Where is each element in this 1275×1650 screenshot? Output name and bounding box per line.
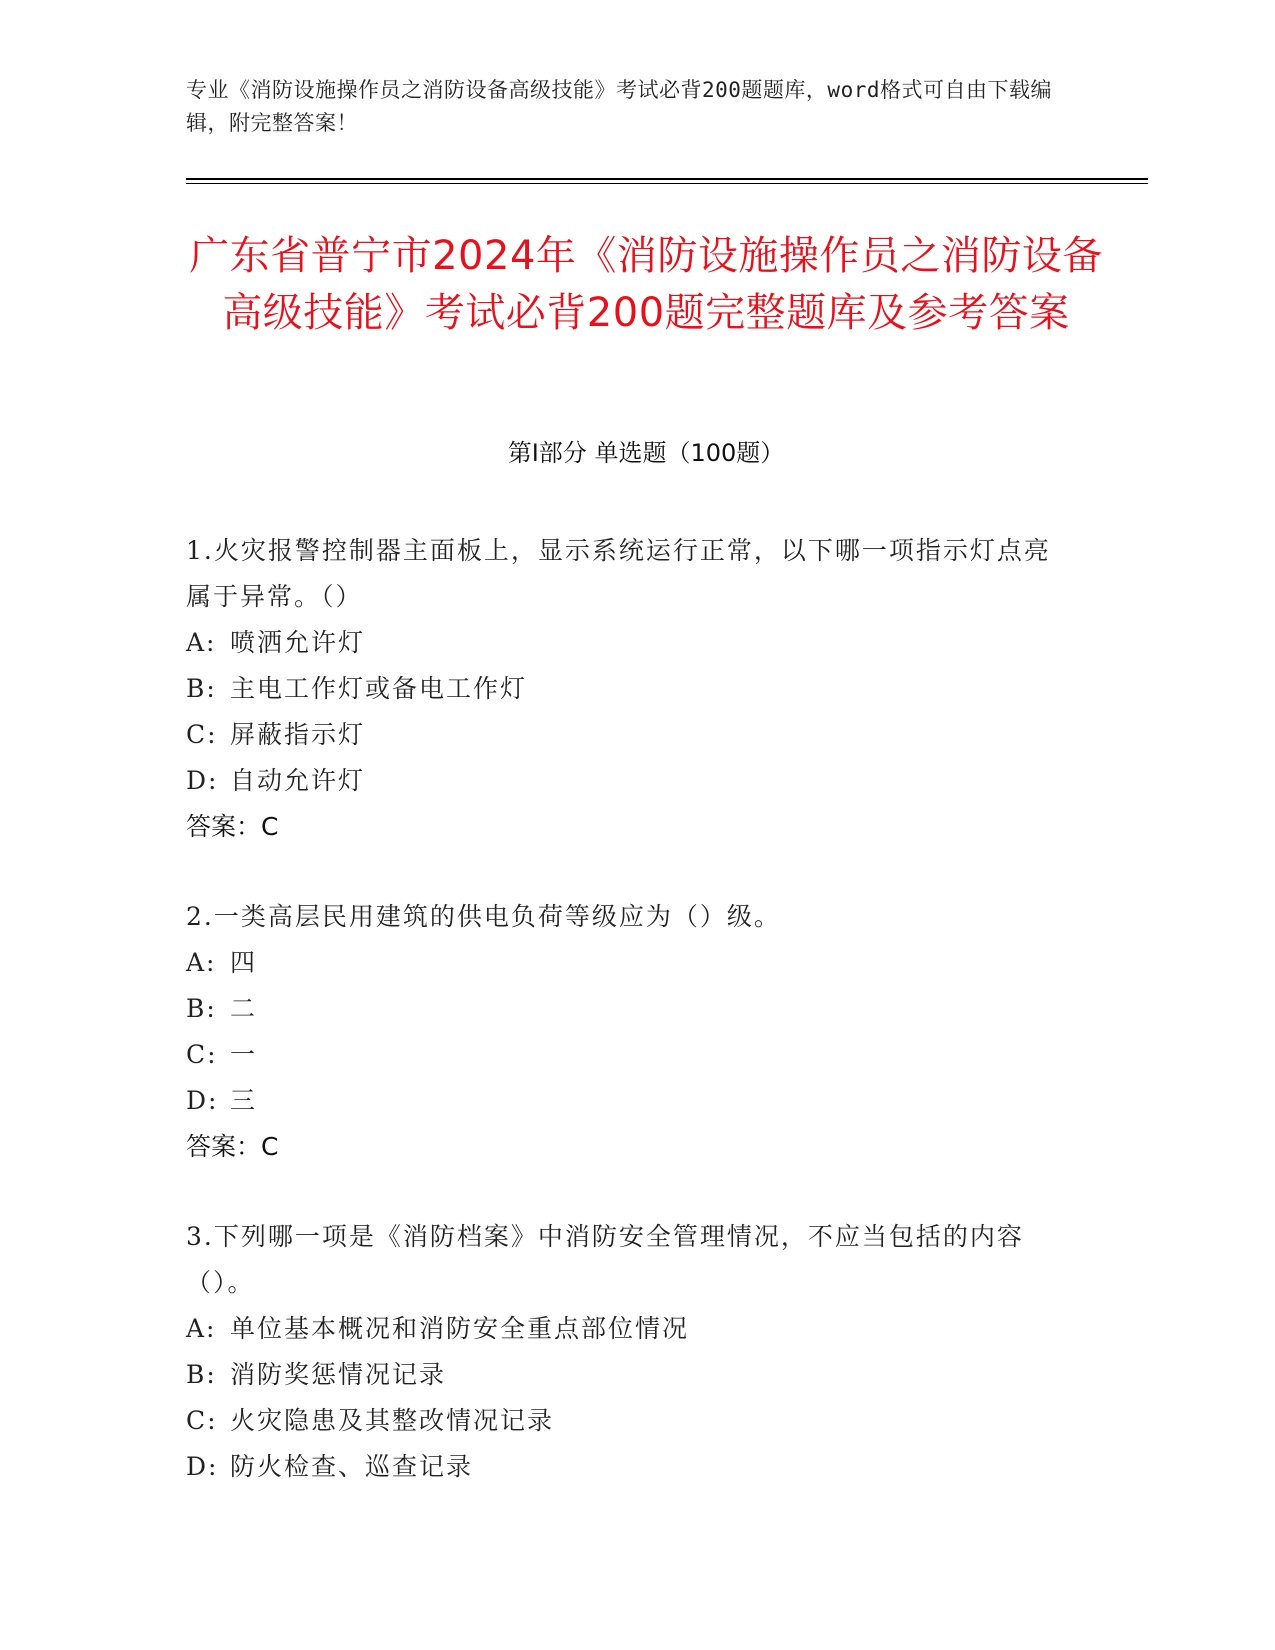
option-key: B:: [186, 674, 217, 703]
option-key: C:: [186, 1040, 218, 1069]
question-item: [186, 1214, 1066, 1490]
option-text: 火灾隐患及其整改情况记录: [230, 1406, 555, 1435]
option-text: 屏蔽指示灯: [230, 720, 366, 749]
question-stem: 2.一类高层民用建筑的供电负荷等级应为（）级。: [186, 902, 781, 931]
answer-line: 答案：C: [186, 812, 279, 841]
option-c: [186, 1032, 1066, 1078]
option-text: 防火检查、巡查记录: [230, 1452, 474, 1481]
option-a: [186, 1306, 1066, 1352]
option-text: 主电工作灯或备电工作灯: [230, 674, 528, 703]
option-d: [186, 758, 1066, 804]
option-a: [186, 620, 1066, 666]
option-key: A:: [186, 1314, 217, 1343]
option-text: 一: [230, 1040, 258, 1069]
option-d: [186, 1078, 1066, 1124]
option-key: C:: [186, 720, 218, 749]
option-key: D:: [186, 1452, 219, 1481]
option-a: [186, 940, 1066, 986]
question-list: [186, 528, 1066, 1534]
option-text: 单位基本概况和消防安全重点部位情况: [230, 1314, 690, 1343]
option-key: D:: [186, 1086, 219, 1115]
answer-line: 答案：C: [186, 1132, 279, 1161]
option-key: B:: [186, 994, 217, 1023]
document-title: 广东省普宁市2024年《消防设施操作员之消防设备高级技能》考试必背200题完整题库及参考答案: [189, 233, 1103, 336]
option-key: D:: [186, 766, 219, 795]
option-text: 喷洒允许灯: [230, 628, 366, 657]
option-key: A:: [186, 628, 217, 657]
option-b: [186, 1352, 1066, 1398]
question-item: [186, 894, 1066, 1170]
option-c: [186, 1398, 1066, 1444]
option-key: A:: [186, 948, 217, 977]
option-b: [186, 986, 1066, 1032]
header-divider-thin: [186, 183, 1148, 184]
option-text: 消防奖惩情况记录: [230, 1360, 447, 1389]
option-key: C:: [186, 1406, 218, 1435]
question-stem: 1.火灾报警控制器主面板上，显示系统运行正常，以下哪一项指示灯点亮属于异常。（）: [186, 536, 1051, 611]
option-d: [186, 1444, 1066, 1490]
header-divider-thick: [186, 178, 1148, 180]
option-text: 自动允许灯: [230, 766, 366, 795]
option-c: [186, 712, 1066, 758]
option-text: 三: [230, 1086, 258, 1115]
question-stem: 3.下列哪一项是《消防档案》中消防安全管理情况，不应当包括的内容（）。: [186, 1222, 1024, 1297]
option-text: 四: [230, 948, 258, 977]
option-text: 二: [230, 994, 258, 1023]
question-item: [186, 528, 1066, 850]
option-b: [186, 666, 1066, 712]
header-note: 专业《消防设施操作员之消防设备高级技能》考试必背200题题库，word格式可自由下载编辑，附完整答案！: [186, 78, 1052, 135]
option-key: B:: [186, 1360, 217, 1389]
section-heading: 第I部分 单选题（100题）: [507, 439, 785, 467]
